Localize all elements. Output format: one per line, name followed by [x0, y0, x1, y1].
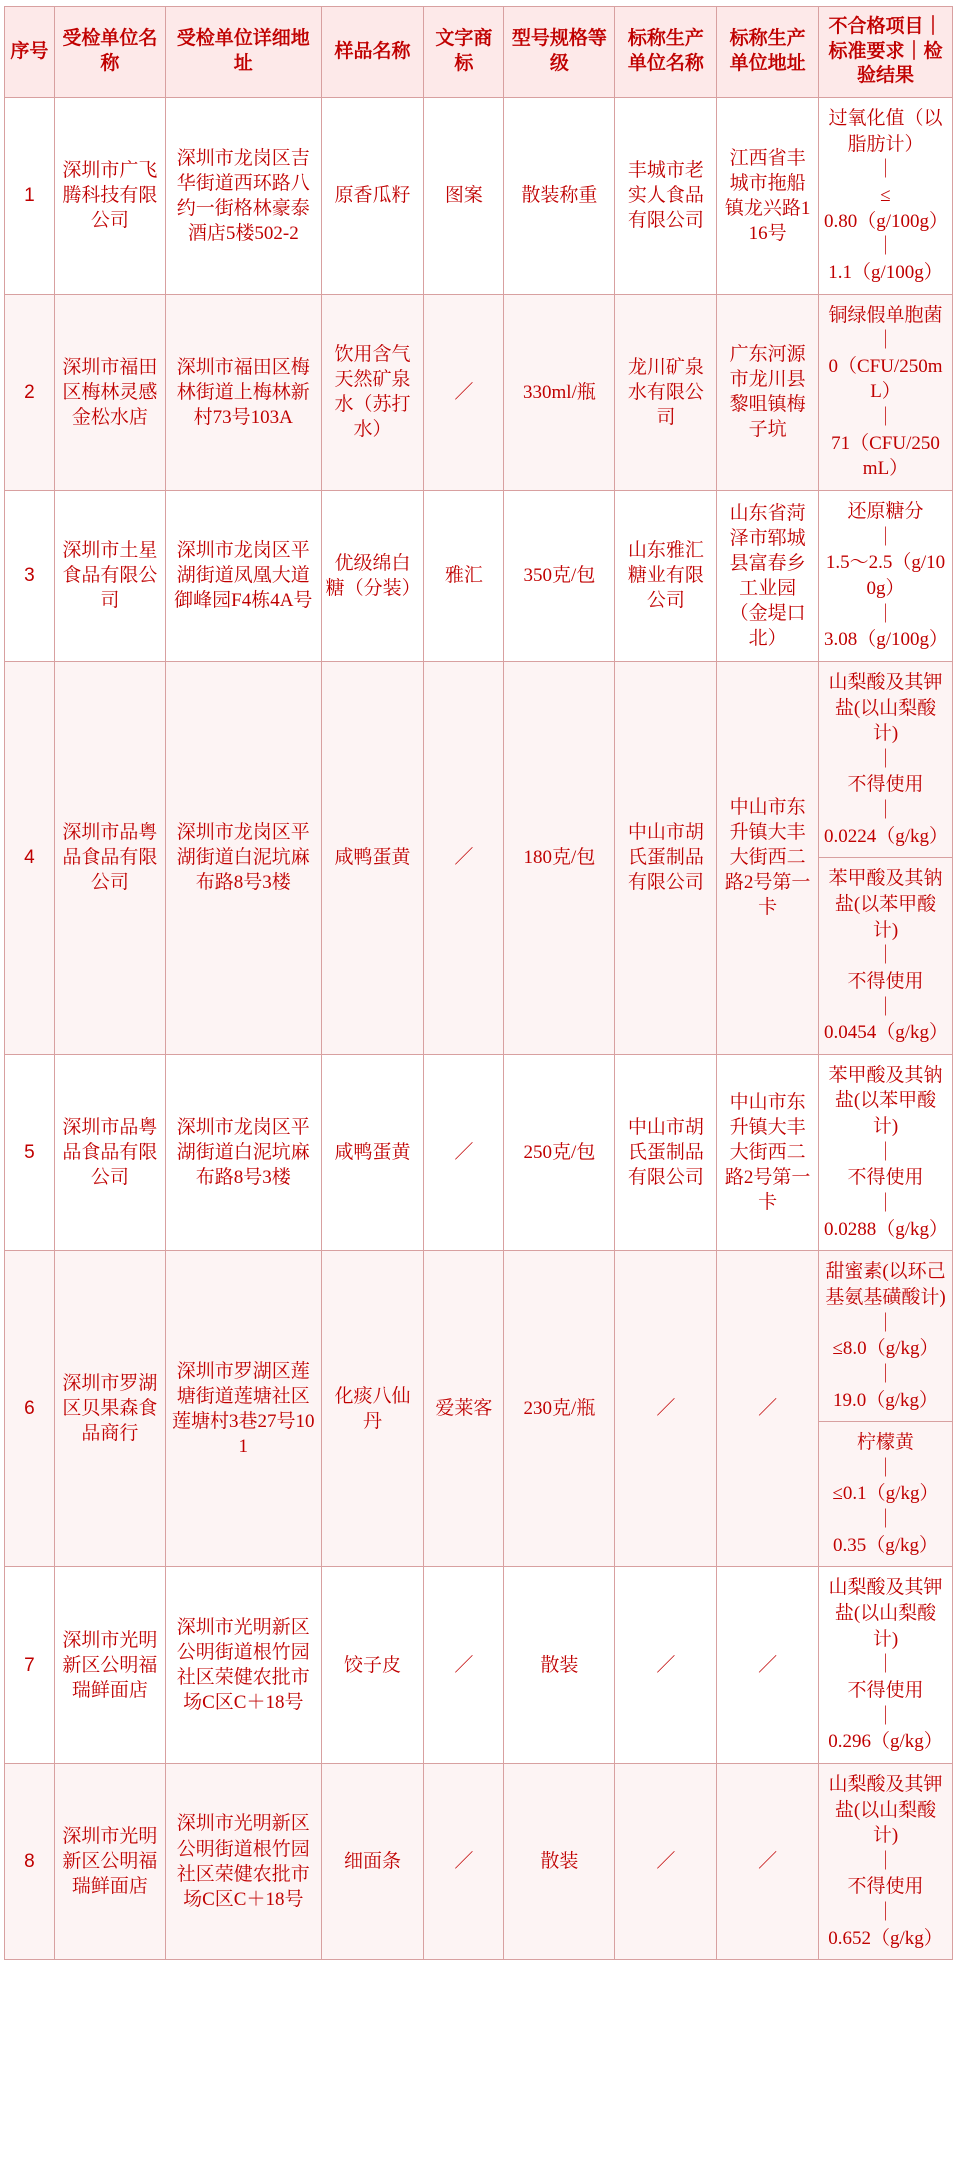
result-line: 0.0288（g/kg） [823, 1218, 949, 1240]
row-sample-name: 饺子皮 [321, 1567, 424, 1763]
result-line: 柠檬黄 [856, 1432, 914, 1454]
row-index: 3 [5, 491, 55, 662]
result-line: ｜ [875, 996, 895, 1018]
row-spec: 230克/瓶 [504, 1251, 615, 1567]
result-line: ｜ [875, 1193, 895, 1215]
row-unit-name: 深圳市罗湖区贝果森食品商行 [54, 1251, 165, 1567]
row-producer-name: 山东雅汇糖业有限公司 [615, 491, 717, 662]
row-brand: ／ [424, 661, 504, 1054]
result-line: ｜ [875, 1902, 895, 1924]
column-header-producer-address: 标称生产单位地址 [717, 7, 819, 98]
row-sample-name: 饮用含气天然矿泉水（苏打水） [321, 294, 424, 490]
row-producer-address: 广东河源市龙川县黎咀镇梅子坑 [717, 294, 819, 490]
row-brand: 爱莱客 [424, 1251, 504, 1567]
result-line: ≤ [880, 184, 891, 206]
result-line: 不得使用 [847, 774, 924, 796]
result-item [819, 857, 952, 1053]
row-sample-name: 细面条 [321, 1763, 424, 1959]
row-index: 7 [5, 1567, 55, 1763]
row-brand: ／ [424, 1567, 504, 1763]
column-header-unit-name: 受检单位名称 [54, 7, 165, 98]
row-index: 8 [5, 1763, 55, 1959]
result-line: ｜ [875, 159, 895, 181]
table-row [5, 1567, 953, 1763]
row-unit-name: 深圳市福田区梅林灵感金松水店 [54, 294, 165, 490]
row-spec: 250克/包 [504, 1054, 615, 1250]
row-producer-name: 中山市胡氏蛋制品有限公司 [615, 661, 717, 1054]
row-sample-name: 咸鸭蛋黄 [321, 661, 424, 1054]
table-row [5, 1251, 953, 1567]
row-producer-address: ／ [717, 1763, 819, 1959]
result-line: 0.0224（g/kg） [823, 825, 949, 847]
result-item [819, 1251, 952, 1421]
table-row [5, 661, 953, 1054]
table-body [5, 98, 953, 1960]
result-line: ≤8.0（g/kg） [832, 1338, 939, 1360]
result-line: ｜ [875, 1705, 895, 1727]
row-producer-address: ／ [717, 1251, 819, 1567]
row-unit-address: 深圳市光明新区公明街道根竹园社区荣健农批市场C区C＋18号 [165, 1567, 321, 1763]
result-line: 3.08（g/100g） [823, 629, 949, 651]
table-row [5, 1763, 953, 1959]
row-result [818, 294, 952, 490]
result-line: ｜ [875, 1312, 895, 1334]
row-unit-address: 深圳市罗湖区莲塘街道莲塘社区莲塘村3巷27号101 [165, 1251, 321, 1567]
row-unit-address: 深圳市龙岗区平湖街道凤凰大道御峰园F4栋4A号 [165, 491, 321, 662]
result-line: 不得使用 [847, 970, 924, 992]
table-row [5, 1054, 953, 1250]
result-line: 过氧化值（以脂肪计） [828, 108, 943, 155]
table-header-row [5, 7, 953, 98]
row-index: 5 [5, 1054, 55, 1250]
result-line: 甜蜜素(以环己基氨基磺酸计) [825, 1261, 946, 1308]
row-index: 1 [5, 98, 55, 294]
row-result [818, 1251, 952, 1567]
result-line: 0.35（g/kg） [832, 1534, 938, 1556]
row-producer-name: 龙川矿泉水有限公司 [615, 294, 717, 490]
result-line: ｜ [875, 1141, 895, 1163]
row-result [818, 1567, 952, 1763]
row-spec: 散装 [504, 1567, 615, 1763]
result-line: 苯甲酸及其钠盐(以苯甲酸计) [828, 868, 943, 941]
row-unit-name: 深圳市广飞腾科技有限公司 [54, 98, 165, 294]
column-header-producer-name: 标称生产单位名称 [615, 7, 717, 98]
table-row [5, 98, 953, 294]
row-index: 2 [5, 294, 55, 490]
result-line: 0.652（g/kg） [828, 1927, 943, 1949]
result-line: ｜ [875, 800, 895, 822]
result-item [819, 1055, 952, 1250]
row-producer-name: ／ [615, 1251, 717, 1567]
table-row [5, 491, 953, 662]
row-unit-name: 深圳市光明新区公明福瑞鲜面店 [54, 1763, 165, 1959]
row-sample-name: 原香瓜籽 [321, 98, 424, 294]
row-producer-address: 中山市东升镇大丰大街西二路2号第一卡 [717, 1054, 819, 1250]
row-spec: 180克/包 [504, 661, 615, 1054]
result-item [819, 98, 952, 293]
result-line: ｜ [875, 1850, 895, 1872]
result-line: 山梨酸及其钾盐(以山梨酸计) [828, 1773, 943, 1847]
result-item [819, 295, 952, 490]
result-line: 铜绿假单胞菌 [828, 304, 943, 326]
row-producer-address: 中山市东升镇大丰大街西二路2号第一卡 [717, 661, 819, 1054]
row-spec: 350克/包 [504, 491, 615, 662]
row-producer-name: ／ [615, 1567, 717, 1763]
row-sample-name: 咸鸭蛋黄 [321, 1054, 424, 1250]
row-result [818, 1763, 952, 1959]
result-item [819, 1567, 952, 1762]
row-brand: 雅汇 [424, 491, 504, 662]
result-line: 71（CFU/250mL） [831, 432, 940, 480]
result-line: 还原糖分 [847, 501, 924, 523]
column-header-spec: 型号规格等级 [504, 7, 615, 98]
row-unit-name: 深圳市光明新区公明福瑞鲜面店 [54, 1567, 165, 1763]
row-unit-name: 深圳市品粤品食品有限公司 [54, 1054, 165, 1250]
result-line: 0.80（g/100g） [823, 210, 949, 232]
column-header-brand: 文字商标 [424, 7, 504, 98]
result-line: ｜ [875, 1509, 895, 1531]
result-line: 0（CFU/250mL） [828, 355, 943, 403]
result-line: ｜ [875, 407, 895, 429]
row-brand: ／ [424, 294, 504, 490]
result-line: 1.5～2.5（g/100g） [825, 552, 946, 599]
row-brand: ／ [424, 1054, 504, 1250]
row-unit-address: 深圳市龙岗区平湖街道白泥坑麻布路8号3楼 [165, 661, 321, 1054]
result-line: 0.0454（g/kg） [823, 1022, 949, 1044]
result-line: ｜ [875, 748, 895, 770]
table-header [5, 7, 953, 98]
row-spec: 330ml/瓶 [504, 294, 615, 490]
row-unit-address: 深圳市光明新区公明街道根竹园社区荣健农批市场C区C＋18号 [165, 1763, 321, 1959]
result-line: ｜ [875, 945, 895, 967]
inspection-results-table [4, 6, 953, 1960]
row-producer-name: 中山市胡氏蛋制品有限公司 [615, 1054, 717, 1250]
result-item [819, 662, 952, 857]
result-line: 苯甲酸及其钠盐(以苯甲酸计) [828, 1064, 943, 1138]
row-producer-address: 山东省菏泽市郓城县富春乡工业园（金堤口北） [717, 491, 819, 662]
result-line: 不得使用 [847, 1876, 924, 1898]
row-index: 4 [5, 661, 55, 1054]
table-row [5, 294, 953, 490]
column-header-index: 序号 [5, 7, 55, 98]
row-producer-address: ／ [717, 1567, 819, 1763]
result-line: ｜ [875, 603, 895, 625]
row-unit-name: 深圳市土星食品有限公司 [54, 491, 165, 662]
row-brand: ／ [424, 1763, 504, 1959]
result-line: ｜ [875, 236, 895, 258]
result-line: 0.296（g/kg） [828, 1731, 943, 1753]
result-line: ｜ [875, 1654, 895, 1676]
result-line: 19.0（g/kg） [832, 1389, 938, 1411]
row-unit-address: 深圳市福田区梅林街道上梅林新村73号103A [165, 294, 321, 490]
result-item [819, 491, 952, 661]
result-line: ｜ [875, 526, 895, 548]
result-item [819, 1421, 952, 1566]
row-brand: 图案 [424, 98, 504, 294]
row-result [818, 661, 952, 1054]
row-result [818, 491, 952, 662]
result-item [819, 1764, 952, 1959]
row-unit-address: 深圳市龙岗区吉华街道西环路八约一街格林豪泰酒店5楼502-2 [165, 98, 321, 294]
row-spec: 散装称重 [504, 98, 615, 294]
result-line: ≤0.1（g/kg） [832, 1483, 939, 1505]
result-line: ｜ [875, 1363, 895, 1385]
result-line: 不得使用 [847, 1679, 924, 1701]
column-header-unit-address: 受检单位详细地址 [165, 7, 321, 98]
row-unit-name: 深圳市品粤品食品有限公司 [54, 661, 165, 1054]
column-header-sample-name: 样品名称 [321, 7, 424, 98]
column-header-result: 不合格项目｜标准要求｜检验结果 [818, 7, 952, 98]
row-sample-name: 优级绵白糖（分装） [321, 491, 424, 662]
row-producer-address: 江西省丰城市拖船镇龙兴路116号 [717, 98, 819, 294]
result-line: 山梨酸及其钾盐(以山梨酸计) [828, 671, 943, 745]
row-result [818, 1054, 952, 1250]
row-producer-name: 丰城市老实人食品有限公司 [615, 98, 717, 294]
row-index: 6 [5, 1251, 55, 1567]
row-producer-name: ／ [615, 1763, 717, 1959]
row-spec: 散装 [504, 1763, 615, 1959]
result-line: 不得使用 [847, 1167, 924, 1189]
result-line: ｜ [875, 1457, 895, 1479]
result-line: 山梨酸及其钾盐(以山梨酸计) [828, 1577, 943, 1650]
result-line: 1.1（g/100g） [828, 261, 943, 283]
result-line: ｜ [875, 330, 895, 352]
row-result [818, 98, 952, 294]
row-unit-address: 深圳市龙岗区平湖街道白泥坑麻布路8号3楼 [165, 1054, 321, 1250]
row-sample-name: 化痰八仙丹 [321, 1251, 424, 1567]
